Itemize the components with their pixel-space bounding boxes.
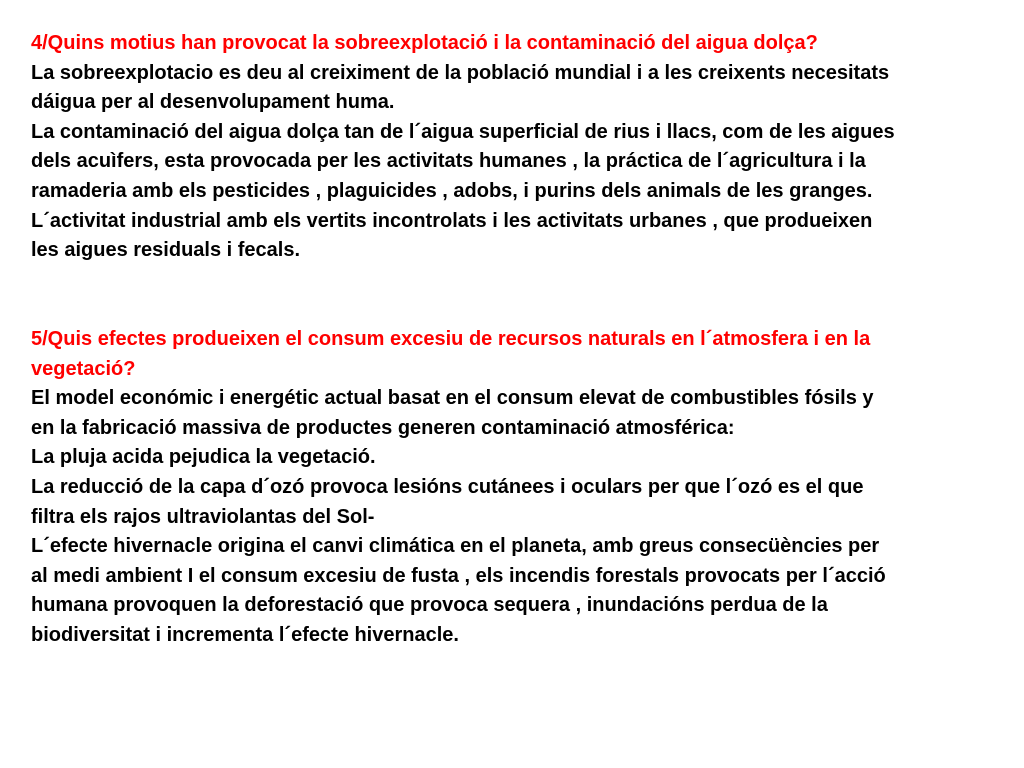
slide-text-body	[31, 29, 991, 650]
question-5-heading: vegetació?	[31, 357, 136, 380]
answer-5-line: L´efecte hivernacle origina el canvi climática en el planeta, amb greus consecüències per	[31, 535, 880, 558]
answer-5-line: El model económic i energétic actual basat en el consum elevat de combustibles fósils y	[31, 387, 874, 410]
answer-4-line: les aigues residuals i fecals.	[31, 239, 301, 262]
answer-4-line: dels acuìfers, esta provocada per les activitats humanes , la práctica de l´agricultura i la	[31, 150, 866, 173]
answer-5-line: filtra els rajos ultraviolantas del Sol-	[31, 505, 375, 528]
answer-5-line: en la fabricació massiva de productes generen contaminació atmosférica:	[31, 416, 735, 439]
section-5	[31, 325, 991, 651]
section-4	[31, 29, 991, 266]
answer-5-line: biodiversitat i incrementa l´efecte hivernacle.	[31, 623, 459, 646]
question-4-heading: 4/Quins motius han provocat la sobreexplotació i la contaminació del aigua dolça?	[31, 32, 818, 54]
answer-5-line: al medi ambient I el consum excesiu de fusta , els incendis forestals provocats per l´acció	[31, 564, 886, 587]
question-5-heading: 5/Quis efectes produeixen el consum excesiu de recursos naturals en l´atmosfera i en la	[31, 327, 871, 350]
answer-4-line: L´activitat industrial amb els vertits incontrolats i les activitats urbanes , que produeixen	[31, 209, 873, 232]
answer-4-line: ramaderia amb els pesticides , plaguicides , adobs, i purins dels animals de les granges.	[31, 179, 873, 202]
answer-5-line: La reducció de la capa d´ozó provoca lesións cutánees i oculars per que l´ozó es el que	[31, 475, 864, 498]
answer-4-line: La contaminació del aigua dolça tan de l´aigua superficial de rius i llacs, com de les aigues	[31, 120, 895, 143]
answer-5-line: humana provoquen la deforestació que provoca sequera , inundacións perdua de la	[31, 594, 828, 617]
answer-4-line: dáigua per al desenvolupament huma.	[31, 91, 395, 114]
section-divider-space	[31, 266, 991, 325]
answer-5-line: La pluja acida pejudica la vegetació.	[31, 446, 376, 469]
answer-4-line: La sobreexplotacio es deu al creiximent de la població mundial i a les creixents necesitats	[31, 61, 890, 84]
